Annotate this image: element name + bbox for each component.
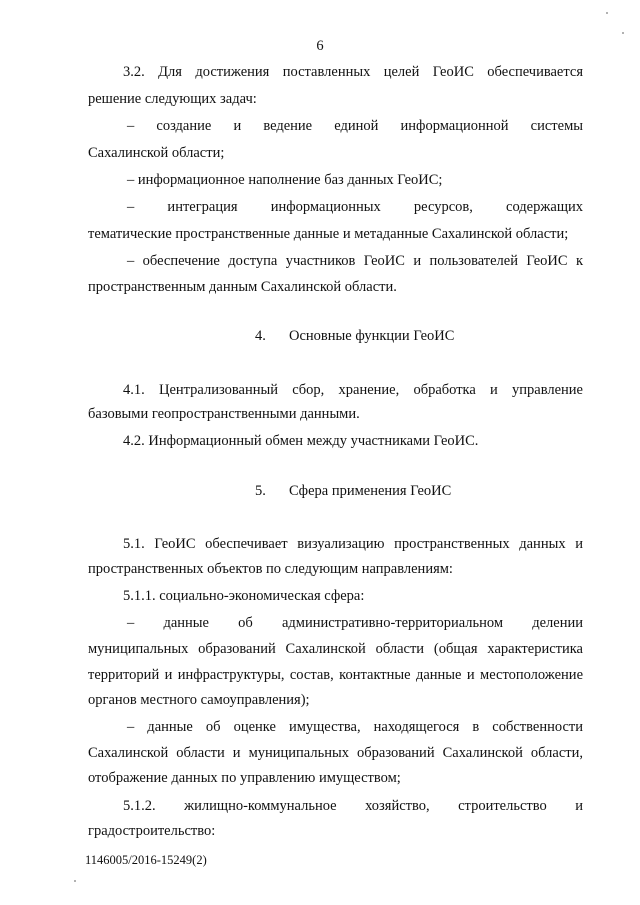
paragraph-4-2-line-1: 4.2. Информационный обмен между участниками ГеоИС. (123, 433, 479, 449)
paragraph-5-1-line-1: 5.1. ГеоИС обеспечивает визуализацию пространственных данных и (123, 536, 583, 552)
bullet-3-line-1: – интеграция информационных ресурсов, содержащих (127, 199, 583, 215)
bullet-6-line-1: – данные об оценке имущества, находящегося в собственности (127, 719, 583, 735)
paragraph-3-2-line-1: 3.2. Для достижения поставленных целей ГеоИС обеспечивается (123, 64, 583, 80)
bullet-4-line-1: – обеспечение доступа участников ГеоИС и пользователей ГеоИС к (127, 253, 583, 269)
paragraph-4-1-line-2: базовыми геопространственными данными. (88, 406, 360, 422)
scan-speck (74, 880, 76, 882)
bullet-2-line-1: – информационное наполнение баз данных ГеоИС; (127, 172, 443, 188)
bullet-5-line-1: – данные об административно-территориальном делении (127, 615, 583, 631)
bullet-5-line-3: территорий и инфраструктуры, состав, контактные данные и местоположение (88, 667, 583, 683)
section-4-number: 4. (255, 328, 266, 344)
section-4-title: Основные функции ГеоИС (289, 328, 455, 344)
bullet-6-line-2: Сахалинской области и муниципальных образований Сахалинской области, (88, 745, 583, 761)
bullet-1-line-2: Сахалинской области; (88, 145, 225, 161)
page-number: 6 (316, 38, 324, 54)
bullet-6-line-3: отображение данных по управлению имуществом; (88, 770, 401, 786)
paragraph-5-1-2-line-2: градостроительство: (88, 823, 216, 839)
paragraph-3-2-line-2: решение следующих задач: (88, 91, 257, 107)
section-5-title: Сфера применения ГеоИС (289, 483, 452, 499)
paragraph-5-1-line-2: пространственных объектов по следующим направлениям: (88, 561, 453, 577)
bullet-4-line-2: пространственным данным Сахалинской области. (88, 279, 397, 295)
bullet-3-line-2: тематические пространственные данные и метаданные Сахалинской области; (88, 226, 569, 242)
section-5-number: 5. (255, 483, 266, 499)
bullet-5-line-4: органов местного самоуправления); (88, 692, 310, 708)
document-code: 1146005/2016-15249(2) (85, 853, 207, 867)
paragraph-4-1-line-1: 4.1. Централизованный сбор, хранение, обработка и управление (123, 382, 583, 398)
scan-speck (622, 32, 624, 34)
scan-speck (606, 12, 608, 14)
paragraph-5-1-2-line-1: 5.1.2. жилищно-коммунальное хозяйство, строительство и (123, 798, 583, 814)
paragraph-5-1-1: 5.1.1. социально-экономическая сфера: (123, 588, 365, 604)
bullet-5-line-2: муниципальных образований Сахалинской области (общая характеристика (88, 641, 583, 657)
bullet-1-line-1: – создание и ведение единой информационной системы (127, 118, 583, 134)
